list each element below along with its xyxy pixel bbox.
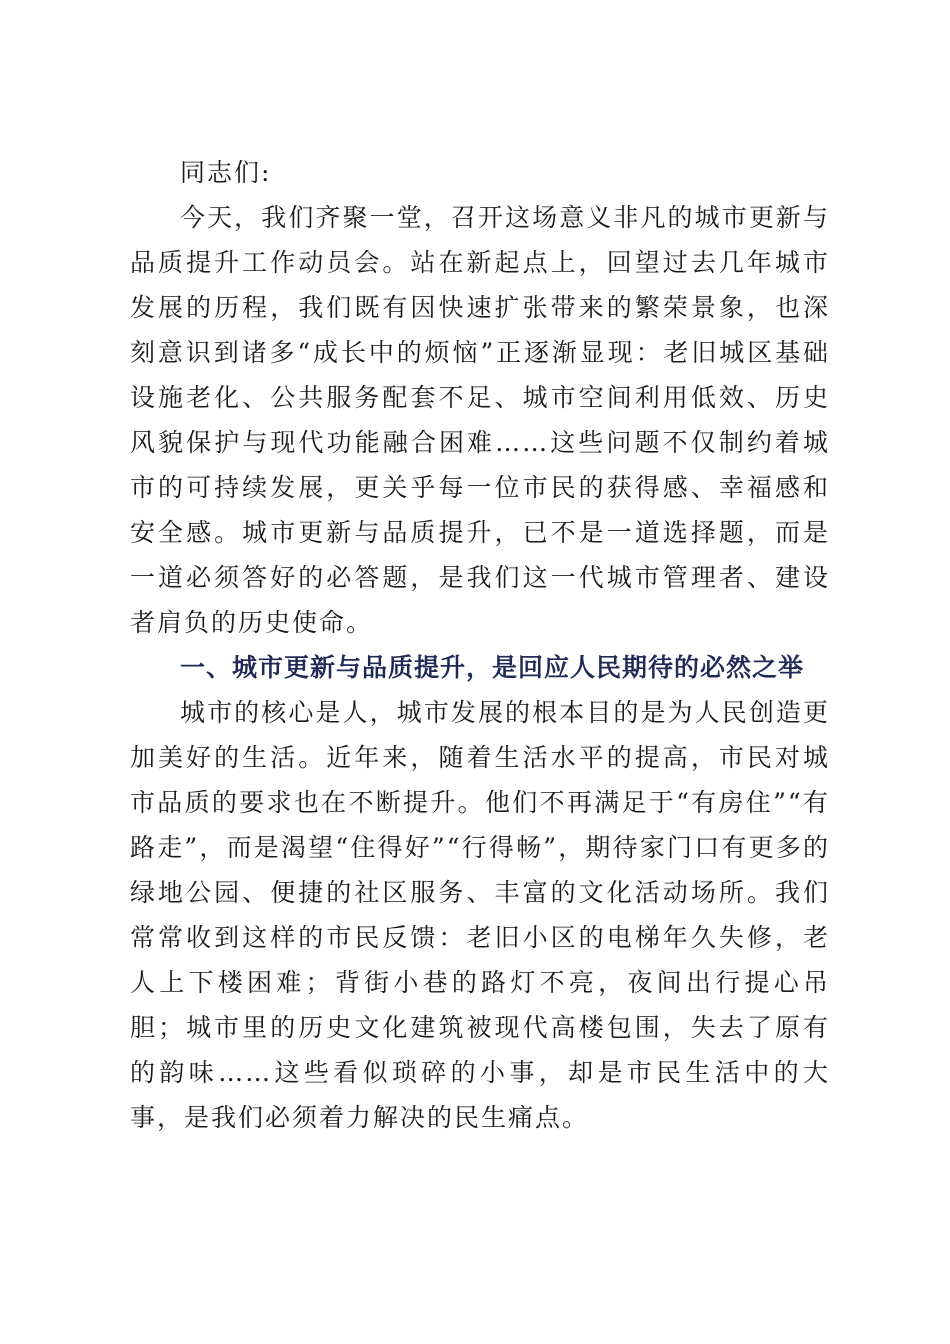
salutation: 同志们: — [180, 158, 272, 187]
section-1-heading: 一、城市更新与品质提升，是回应人民期待的必然之举 — [180, 653, 805, 682]
section-1-paragraph: 城市的核心是人，城市发展的根本目的是为人民创造更加美好的生活。近年来，随着生活水平的提高，市民对城市品质的要求也在不断提升。他们不再满足于“有房住”“有路走”，而是渴望“住得好”“行得畅”，期待家门口有更多的绿地公园、便捷的社区服务、丰富的文化活动场所。我们常常收到这样的市民反馈：老旧小区的电梯年久失修，老人上下楼困难；背街小巷的路灯不亮，夜间出行提心吊胆；城市里的历史文化建筑被现代高楼包围，失去了原有的韵味……这些看似琐碎的小事，却是市民生活中的大事，是我们必须着力解决的民生痛点。 — [130, 698, 830, 1132]
intro-paragraph: 今天，我们齐聚一堂，召开这场意义非凡的城市更新与品质提升工作动员会。站在新起点上，回望过去几年城市发展的历程，我们既有因快速扩张带来的繁荣景象，也深刻意识到诸多“成长中的烦恼”正逐渐显现：老旧城区基础设施老化、公共服务配套不足、城市空间利用低效、历史风貌保护与现代功能融合困难……这些问题不仅制约着城市的可持续发展，更关乎每一位市民的获得感、幸福感和安全感。城市更新与品质提升，已不是一道选择题，而是一道必须答好的必答题，是我们这一代城市管理者、建设者肩负的历史使命。 — [130, 203, 830, 637]
document-page — [130, 150, 830, 1140]
